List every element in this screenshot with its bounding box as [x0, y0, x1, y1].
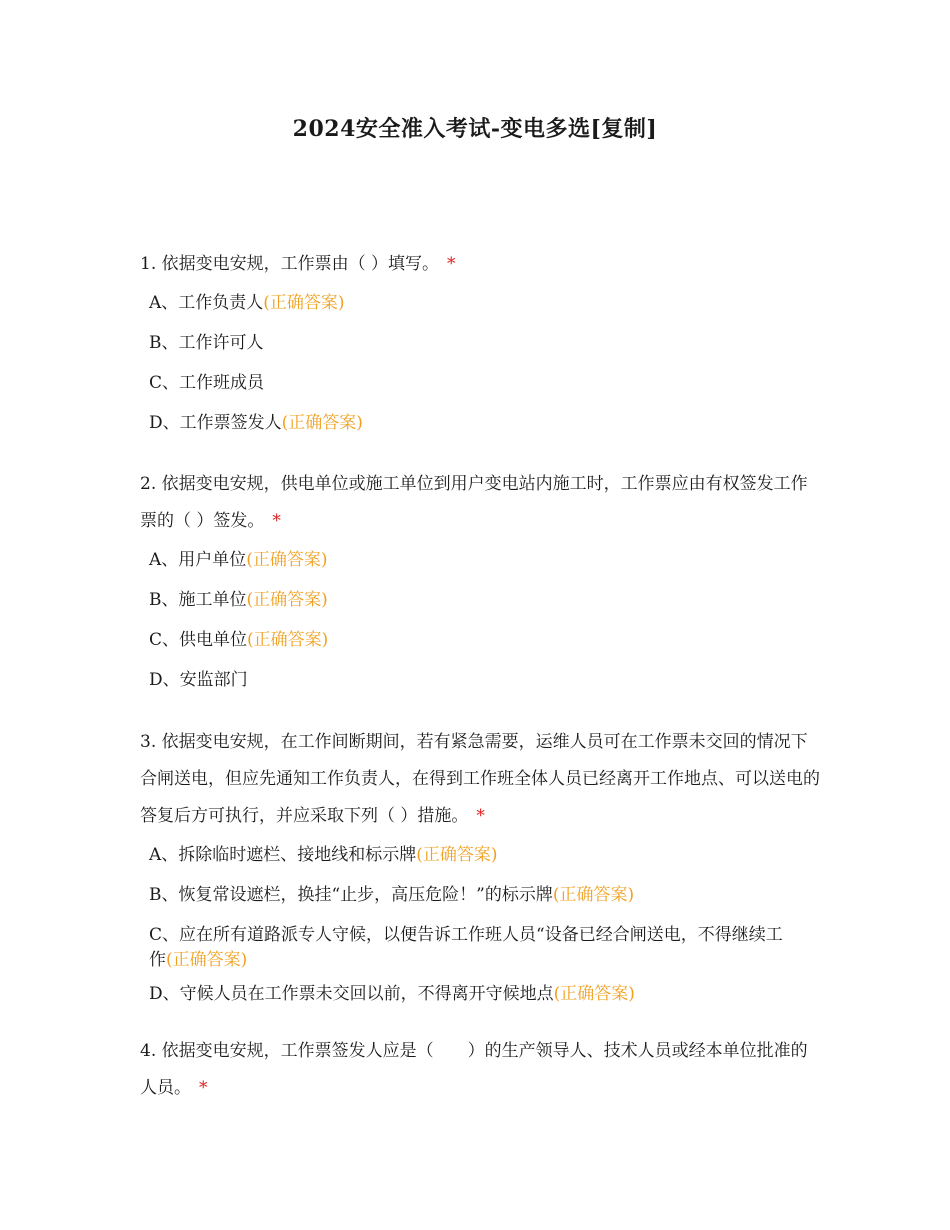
- correct-answer-tag: (正确答案): [281, 413, 363, 433]
- required-mark: *: [447, 254, 456, 274]
- correct-answer-tag: (正确答案): [552, 885, 635, 905]
- question-1: [140, 246, 820, 451]
- correct-answer-tag: (正确答案): [416, 845, 498, 865]
- correct-answer-tag: (正确答案): [166, 950, 248, 970]
- question-text: 4. 依据变电安规，工作票签发人应是（ ）的生产领导人、技术人员或经本单位批准的人员。 *: [140, 1041, 808, 1098]
- question-2: [140, 466, 820, 708]
- question-text: 1. 依据变电安规，工作票由（ ）填写。 *: [140, 254, 456, 274]
- option-a[interactable]: A、拆除临时遮栏、接地线和标示牌(正确答案): [149, 845, 498, 865]
- correct-answer-tag: (正确答案): [246, 550, 328, 570]
- required-mark: *: [476, 806, 485, 826]
- page-title: 2024安全准入考试-变电多选[复制]: [292, 116, 658, 142]
- required-mark: *: [272, 511, 281, 531]
- option-b[interactable]: B、施工单位(正确答案): [149, 590, 328, 610]
- option-b[interactable]: B、恢复常设遮栏，换挂“止步，高压危险！”的标示牌(正确答案): [149, 885, 635, 905]
- options-list: [140, 843, 820, 1007]
- question-3: [140, 724, 820, 1022]
- correct-answer-tag: (正确答案): [553, 984, 635, 1004]
- options-list: [140, 548, 820, 693]
- option-c[interactable]: C、供电单位(正确答案): [149, 630, 329, 650]
- option-d[interactable]: D、守候人员在工作票未交回以前，不得离开守候地点(正确答案): [149, 984, 635, 1004]
- option-a[interactable]: A、工作负责人(正确答案): [149, 293, 345, 313]
- option-c[interactable]: C、应在所有道路派专人守候，以便告诉工作班人员“设备已经合闸送电，不得继续工作(正确答案): [149, 925, 783, 970]
- option-b[interactable]: B、工作许可人: [149, 333, 264, 353]
- question-4: [140, 1033, 820, 1107]
- option-c[interactable]: C、工作班成员: [149, 373, 265, 393]
- correct-answer-tag: (正确答案): [263, 293, 345, 313]
- correct-answer-tag: (正确答案): [247, 630, 329, 650]
- question-text: 2. 依据变电安规，供电单位或施工单位到用户变电站内施工时，工作票应由有权签发工作票的（ ）签发。 *: [140, 474, 808, 531]
- options-list: [140, 291, 820, 436]
- question-text: 3. 依据变电安规，在工作间断期间，若有紧急需要，运维人员可在工作票未交回的情况下合闸送电，但应先通知工作负责人，在得到工作班全体人员已经离开工作地点、可以送电的答复后方可执行，并应采取下列（ ）措施。 *: [140, 732, 820, 826]
- required-mark: *: [199, 1078, 208, 1098]
- option-a[interactable]: A、用户单位(正确答案): [149, 550, 328, 570]
- option-d[interactable]: D、安监部门: [149, 670, 248, 690]
- option-d[interactable]: D、工作票签发人(正确答案): [149, 413, 363, 433]
- correct-answer-tag: (正确答案): [246, 590, 328, 610]
